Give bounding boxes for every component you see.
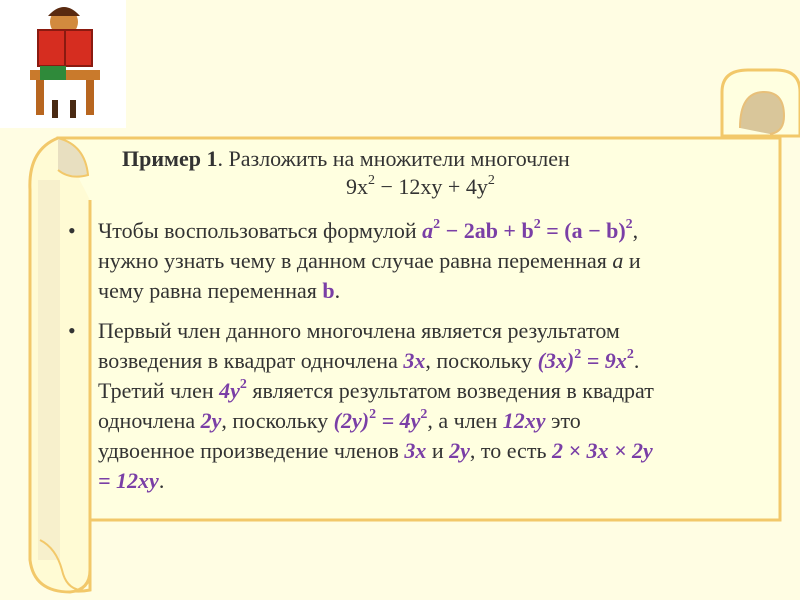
example-heading (122, 146, 570, 172)
term: 2y (200, 408, 222, 433)
text: является результатом возведения в квадрат (246, 378, 654, 403)
var-a: a (612, 248, 624, 273)
polynomial (346, 174, 495, 200)
term: (3x) (537, 348, 575, 373)
term-exp: 2 (239, 376, 247, 392)
formula-part: = (a − b) (540, 218, 626, 243)
term-exp: 2 (574, 346, 582, 362)
text: одночлена (98, 408, 201, 433)
formula-part: − 2ab + b (440, 218, 534, 243)
text: , (632, 218, 639, 243)
term-exp: 2 (626, 346, 634, 362)
text: Третий член (98, 378, 220, 403)
text: , поскольку (425, 348, 538, 373)
formula-exp: 2 (433, 216, 441, 232)
term: = 4y (376, 408, 421, 433)
poly-part: 9x (346, 174, 368, 199)
text: возведения в квадрат одночлена (98, 348, 404, 373)
text: , то есть (469, 438, 552, 463)
term: (2y) (333, 408, 370, 433)
text: , поскольку (221, 408, 334, 433)
example-label: Пример 1 (122, 146, 218, 171)
poly-part: − 12xy + 4y (375, 174, 488, 199)
text: . (633, 348, 640, 373)
poly-exp: 2 (487, 172, 495, 188)
term: = 9x (581, 348, 627, 373)
text: и (623, 248, 641, 273)
text: , а член (427, 408, 503, 433)
bullet-dot: • (68, 318, 76, 343)
example-task: . Разложить на множители многочлен (217, 146, 570, 171)
text: Чтобы воспользоваться формулой (98, 218, 423, 243)
poly-exp: 2 (368, 172, 375, 188)
var-b: b (322, 278, 335, 303)
bullet-2-text (98, 316, 778, 496)
term: 3x (403, 348, 426, 373)
text: нужно узнать чему в данном случае равна переменная (98, 248, 613, 273)
bullet-1-text (98, 216, 778, 306)
term: = 12xy (98, 468, 159, 493)
bullet-dot: • (68, 218, 76, 243)
text: удвоенное произведение членов (98, 438, 405, 463)
term: 2y (449, 438, 470, 463)
term: 3x (404, 438, 427, 463)
term: 2 × 3x × 2y (551, 438, 653, 463)
text: . (334, 278, 341, 303)
formula-part: a (422, 218, 434, 243)
text: . (158, 468, 165, 493)
term: 4y (219, 378, 240, 403)
formula-exp: 2 (625, 216, 633, 232)
term: 12xy (502, 408, 546, 433)
text: и (426, 438, 450, 463)
text: это (545, 408, 581, 433)
text: чему равна переменная (98, 278, 323, 303)
term-exp: 2 (369, 406, 377, 422)
term-exp: 2 (420, 406, 428, 422)
formula-exp: 2 (533, 216, 541, 232)
text: Первый член данного многочлена является результатом (98, 318, 620, 343)
formula (422, 218, 633, 243)
